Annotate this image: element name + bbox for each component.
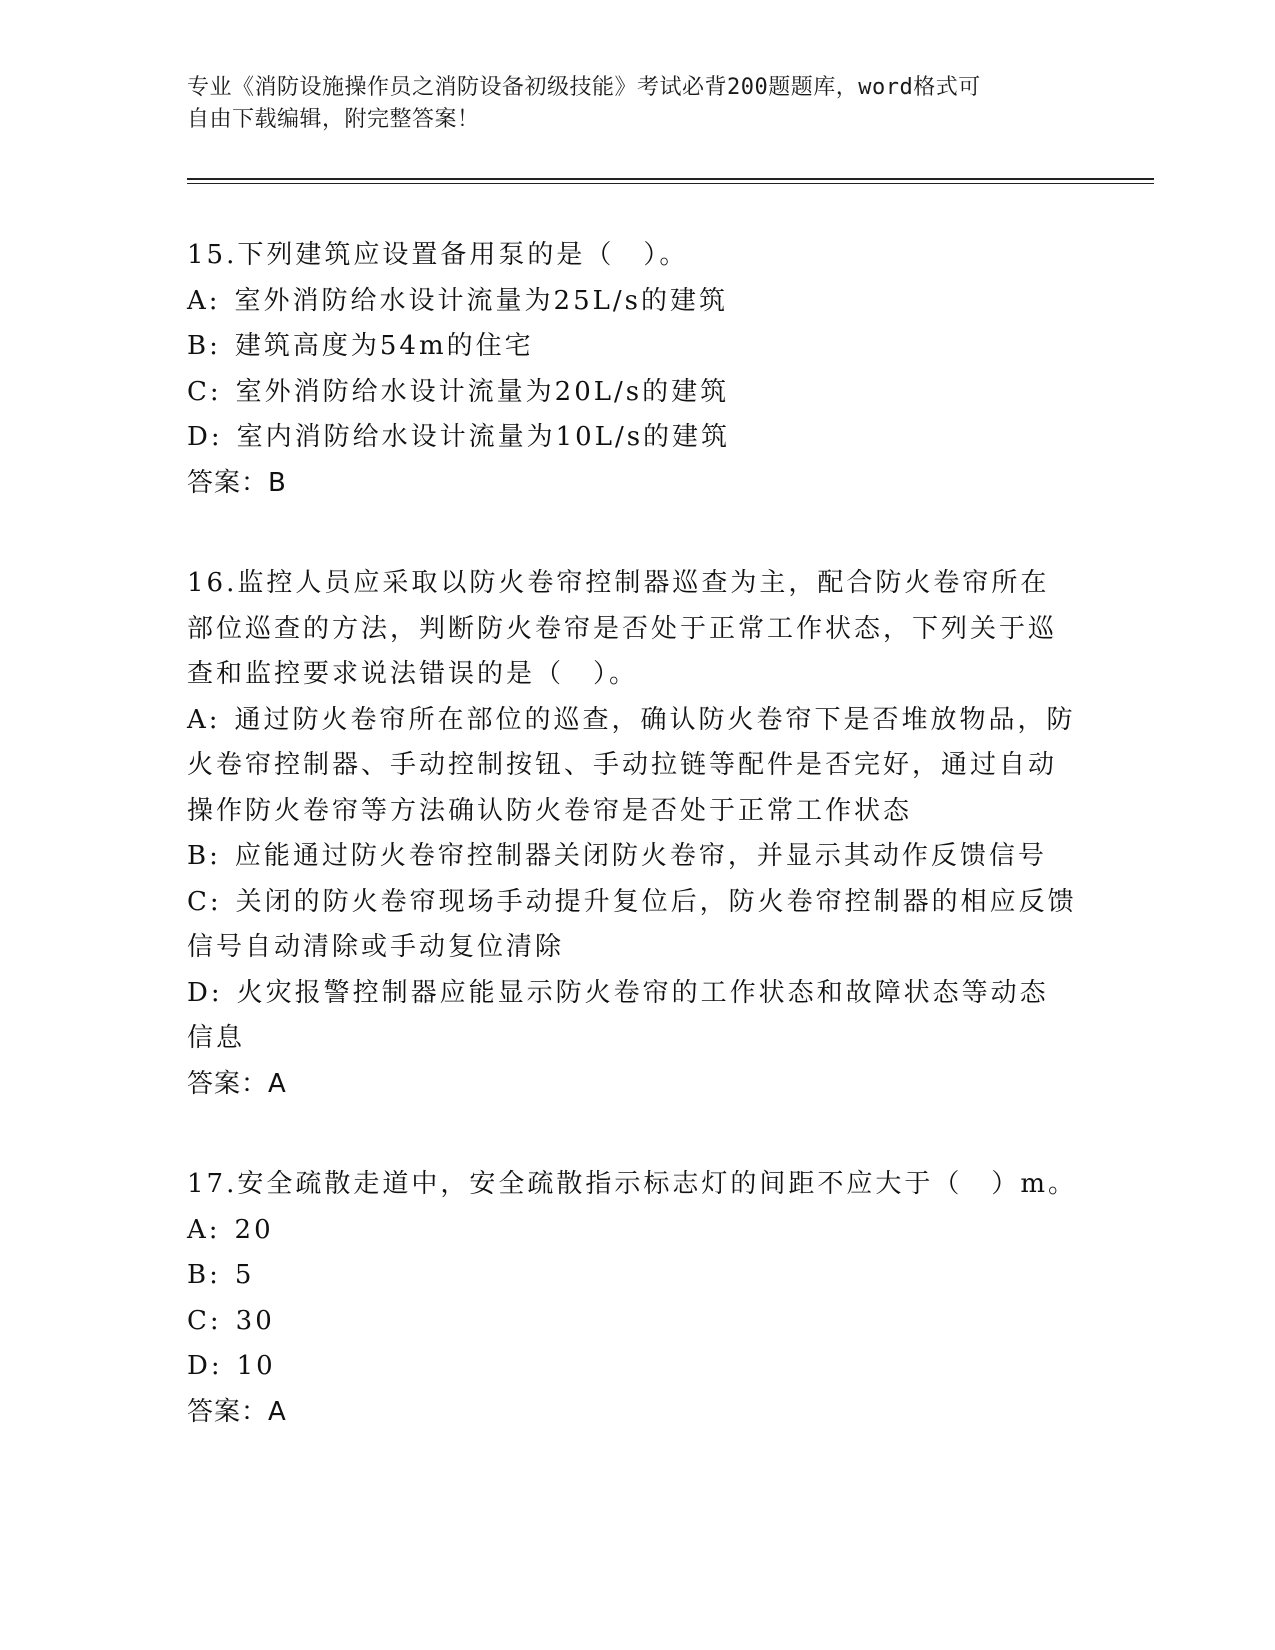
option-c bbox=[187, 370, 1077, 416]
option-letter: C: bbox=[187, 376, 222, 407]
answer-line: 答案：A bbox=[187, 1068, 287, 1099]
option-letter: C: bbox=[187, 886, 222, 917]
option-text: 20 bbox=[234, 1214, 274, 1245]
question-stem: 17.安全疏散走道中，安全疏散指示标志灯的间距不应大于（ ）m。 bbox=[187, 1169, 1078, 1199]
option-d bbox=[187, 1344, 1077, 1390]
header-divider-thin bbox=[187, 183, 1154, 184]
option-letter: B: bbox=[187, 331, 221, 361]
option-letter: B: bbox=[187, 841, 221, 871]
option-d bbox=[187, 415, 1077, 461]
option-text: 建筑高度为54m的住宅 bbox=[234, 331, 534, 361]
option-text: 关闭的防火卷帘现场手动提升复位后，防火卷帘控制器的相应反馈信号自动清除或手动复位清除 bbox=[187, 886, 1077, 962]
option-d bbox=[187, 971, 1077, 1062]
option-text: 室内消防给水设计流量为10L/s的建筑 bbox=[236, 422, 731, 452]
question-stem: 15.下列建筑应设置备用泵的是（ ）。 bbox=[187, 240, 689, 270]
option-letter: A: bbox=[187, 1214, 221, 1245]
option-text: 通过防火卷帘所在部位的巡查，确认防火卷帘下是否堆放物品，防火卷帘控制器、手动控制按钮、手动拉链等配件是否完好，通过自动操作防火卷帘等方法确认防火卷帘是否处于正常工作状态 bbox=[187, 704, 1076, 826]
option-text: 室外消防给水设计流量为25L/s的建筑 bbox=[234, 285, 728, 316]
question-stem: 16.监控人员应采取以防火卷帘控制器巡查为主，配合防火卷帘所在部位巡查的方法，判断防火卷帘是否处于正常工作状态，下列关于巡查和监控要求说法错误的是（ ）。 bbox=[187, 568, 1058, 689]
option-text: 火灾报警控制器应能显示防火卷帘的工作状态和故障状态等动态信息 bbox=[187, 977, 1049, 1053]
header-line-1: 专业《消防设施操作员之消防设备初级技能》考试必背200题题库，word格式可 bbox=[187, 75, 981, 100]
question-list bbox=[187, 233, 1077, 1490]
option-text: 应能通过防火卷帘控制器关闭防火卷帘，并显示其动作反馈信号 bbox=[234, 841, 1047, 871]
option-c bbox=[187, 1299, 1077, 1345]
option-b bbox=[187, 834, 1077, 880]
option-letter: D: bbox=[187, 1351, 223, 1381]
option-letter: A: bbox=[187, 285, 221, 316]
option-a bbox=[187, 698, 1077, 835]
option-a bbox=[187, 1208, 1077, 1254]
option-text: 5 bbox=[234, 1260, 255, 1290]
document-header bbox=[187, 72, 1067, 136]
option-letter: C: bbox=[187, 1305, 222, 1336]
option-letter: D: bbox=[187, 422, 223, 452]
option-b bbox=[187, 324, 1077, 370]
option-letter: D: bbox=[187, 977, 223, 1008]
option-text: 室外消防给水设计流量为20L/s的建筑 bbox=[235, 376, 730, 407]
option-letter: B: bbox=[187, 1260, 221, 1290]
answer-line: 答案：A bbox=[187, 1396, 287, 1427]
option-b bbox=[187, 1253, 1077, 1299]
option-text: 10 bbox=[236, 1351, 276, 1381]
question-16 bbox=[187, 561, 1077, 1107]
option-c bbox=[187, 880, 1077, 971]
header-divider-thick bbox=[187, 178, 1154, 180]
option-text: 30 bbox=[235, 1305, 275, 1336]
question-17 bbox=[187, 1162, 1077, 1435]
option-letter: A: bbox=[187, 704, 221, 735]
header-line-2: 自由下载编辑，附完整答案！ bbox=[187, 107, 480, 132]
question-15 bbox=[187, 233, 1077, 506]
answer-line: 答案：B bbox=[187, 467, 287, 498]
option-a bbox=[187, 279, 1077, 325]
